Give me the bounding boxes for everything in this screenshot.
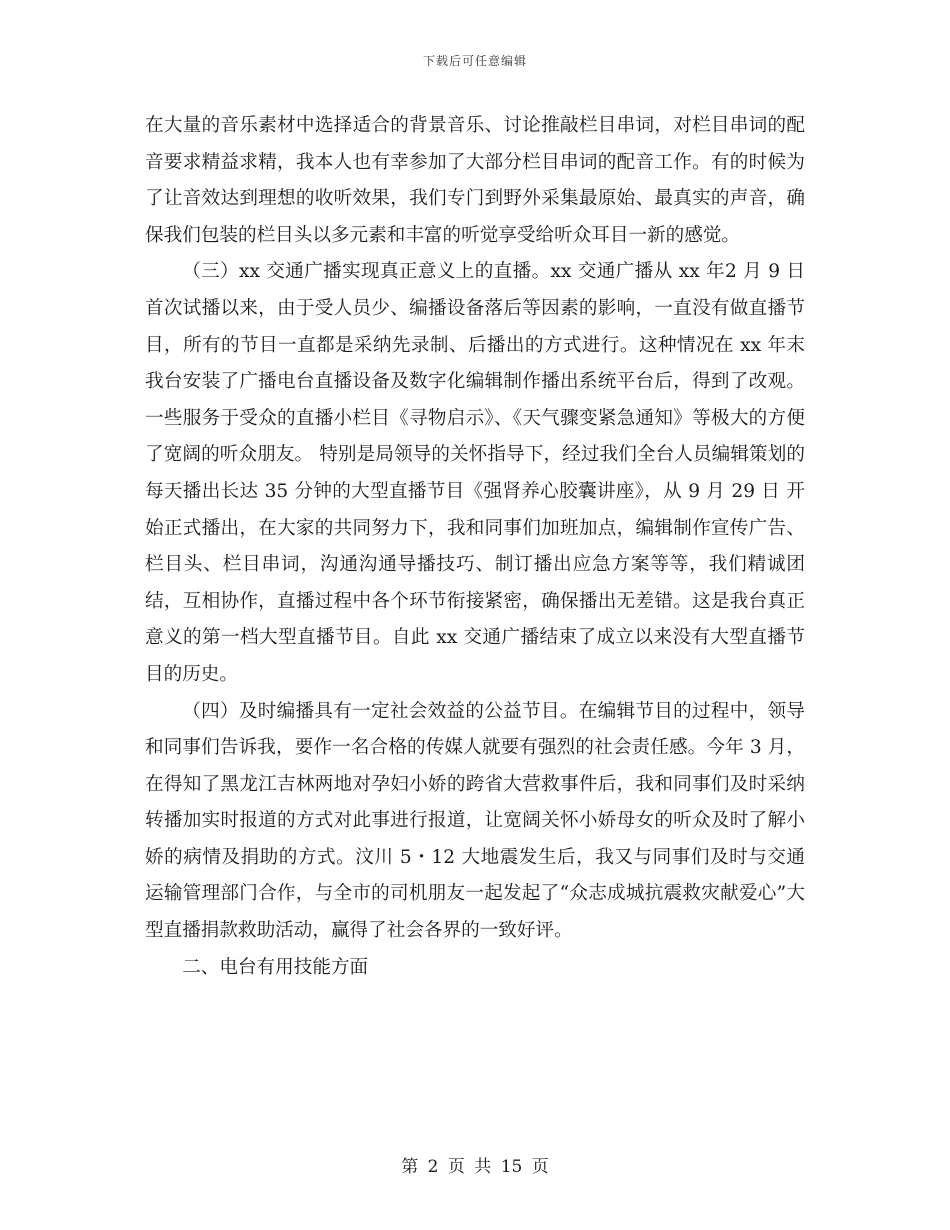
page-header: 下载后可任意编辑	[422, 54, 527, 68]
paragraph-1: 在大量的音乐素材中选择适合的背景音乐、讨论推敲栏目串词，对栏目串词的配音要求精益求精，我本人也有幸参加了大部分栏目串词的配音工作。有的时候为了让音效达到理想的收听效果，我们专门到野外采集最原始、最真实的声音，确保我们包装的栏目头以多元素和丰富的听觉享受给听众耳目一新的感觉。	[145, 115, 805, 246]
paragraph-3: （四）及时编播具有一定社会效益的公益节目。在编辑节目的过程中，领导和同事们告诉我，要作一名合格的传媒人就要有强烈的社会责任感。今年 3 月，在得知了黑龙江吉林两地对孕妇小娇的跨省大营救事件后，我和同事们及时采纳转播加实时报道的方式对此事进行报道，让宽阔关怀小娇母女的听众及时了解小娇的病情及捐助的方式。汶川 5・12 大地震发生后，我又与同事们及时与交通运输管理部门合作，与全市的司机朋友一起发起了“众志成城抗震救灾献爱心”大型直播捐款救助活动，赢得了社会各界的一致好评。	[145, 700, 805, 942]
document-body	[145, 108, 805, 986]
page-number-footer: 第 2 页 共 15 页	[401, 1157, 549, 1177]
paragraph-2: （三）xx 交通广播实现真正意义上的直播。xx 交通广播从 xx 年2 月 9 日 首次试播以来，由于受人员少、编播设备落后等因素的影响，一直没有做直播节目，所有的节目一直都是采纳先录制、后播出的方式进行。这种情况在 xx 年末我台安装了广播电台直播设备及数字化编辑制作播出系统平台后，得到了改观。一些服务于受众的直播小栏目《寻物启示》、《天气骤变紧急通知》等极大的方便了宽阔的听众朋友。 特别是局领导的关怀指导下，经过我们全台人员编辑策划的每天播出长达 35 分钟的大型直播节目《强肾养心胶囊讲座》，从 9 月 29 日 开始正式播出，在大家的共同努力下，我和同事们加班加点，编辑制作宣传广告、栏目头、栏目串词，沟通沟通导播技巧、制订播出应急方案等等，我们精诚团结，互相协作，直播过程中各个环节衔接紧密，确保播出无差错。这是我台真正意义的第一档大型直播节目。自此 xx 交通广播结束了成立以来没有大型直播节目的历史。	[145, 261, 805, 685]
section-heading: 二、电台有用技能方面	[182, 956, 369, 978]
